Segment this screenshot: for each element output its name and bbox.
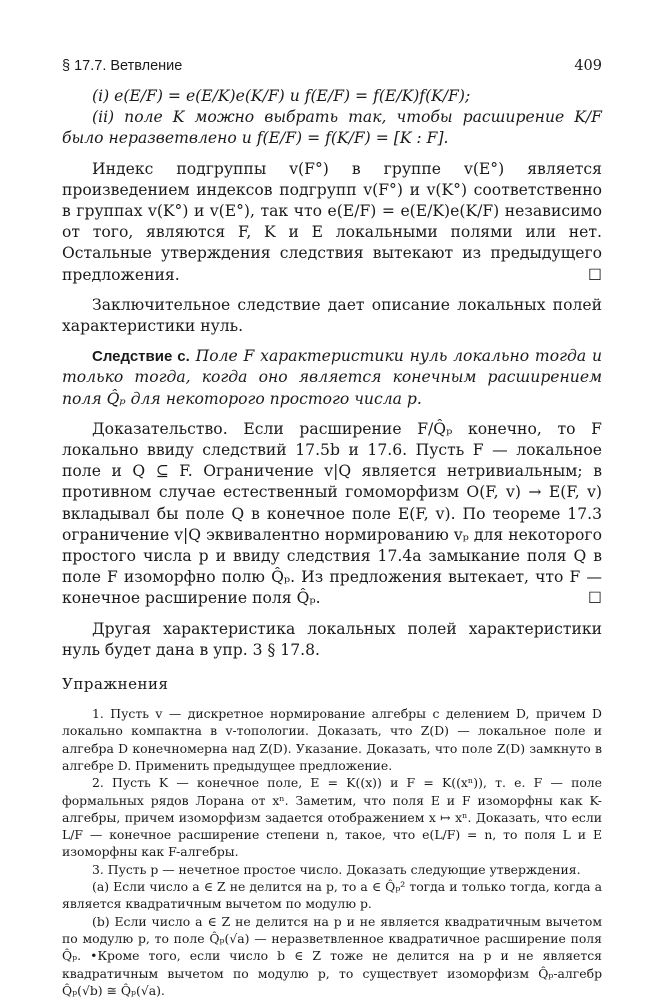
final-remark: Заключительное следствие дает описание локальных полей характеристики нуль. [62,295,602,336]
page [62,58,602,999]
page-number: 409 [574,58,602,74]
qed-box-1: ☐ [588,265,602,284]
proof-paragraph-2 [62,419,602,610]
proof-paragraph-1 [62,159,602,286]
proof-1-text: Индекс подгруппы v(F°) в группе v(E°) является произведением индексов подгрупп v(F°) и v(K°) соответственно в группах v(K°) и v(E°), так что e(E/F) = e(E/K)e(K/F) независимо от того, являются F, K и E локальными полями или нет. Остальные утверждения следствия вытекают из предыдущего предложения. [62,159,602,284]
other-characterization: Другая характеристика локальных полей характеристики нуль будет дана в упр. 3 § 17.8. [62,619,602,659]
qed-box-2: ☐ [588,589,602,608]
proof-2-text: Доказательство. Если расширение F/Q̂ₚ конечно, то F локально ввиду следствий 17.5b и 17.6. Пусть F — локальное поле и Q ⊆ F. Ограничение v|Q является нетривиальным; в противном случае естественный гомоморфизм O(F, v) → E(F, v) вкладывал бы поле Q в конечное поле E(F, v). По теореме 17.3 ограничение v|Q эквивалентно нормированию vₚ для некоторого простого числа p и ввиду следствия 17.4a замыкание поля Q в поле F изоморфно полю Q̂ₚ. Из предложения вытекает, что F — конечное расширение поля Q̂ₚ. [62,419,602,608]
exercise-3: 3. Пусть p — нечетное простое число. Доказать следующие утверждения. [92,861,581,877]
corollary-c [62,346,602,410]
exercises-list [62,705,602,999]
item-ii: (ii) поле K можно выбрать так, чтобы расширение K/F было неразветвлено и f(E/F) = f(K/F) = [K : F]. [62,108,602,148]
exercise-2: 2. Пусть K — конечное поле, E = K((x)) и F = K((xⁿ)), т. е. F — поле формальных рядов Лорана от xⁿ. Заметим, что поля E и F изоморфны как K-алгебры, причем изоморфизм задается отображением x ↦ xⁿ. Доказать, что если L/F — конечное расширение степени n, такое, что e(L/F) = n, то поля L и E изоморфны как F-алгебры. [62,775,602,860]
main-text [62,86,602,661]
corollary-statement: Поле F характеристики нуль локально тогда и только тогда, когда оно является конечным расширением поля Q̂ₚ для некоторого простого числа p. [62,347,602,408]
exercise-3b: (b) Если число a ∈ Z не делится на p и не является квадратичным вычетом по модулю p, то поле Q̂ₚ(√a) — неразветвленное квадратичное расширение поля Q̂ₚ. •Кроме того, если число b ∈ Z тоже не делится на p и не является квадратичным вычетом по модулю p, то существует изоморфизм Q̂ₚ-алгебр Q̂ₚ(√b) ≅ Q̂ₚ(√a). [62,913,602,998]
exercise-1: 1. Пусть v — дискретное нормирование алгебры с делением D, причем D локально компактна в v-топологии. Доказать, что Z(D) — локальное поле и алгебра D конечномерна над Z(D). Указание. Доказать, что поле Z(D) замкнуто в алгебре D. Применить предыдущее предложение. [62,706,602,773]
item-i: (i) e(E/F) = e(E/K)e(K/F) и f(E/F) = f(E/K)f(K/F); [92,87,471,105]
corollary-heading: Следствие c. [92,348,190,366]
running-header [62,58,602,74]
section-title: § 17.7. Ветвление [62,58,183,74]
exercises-heading: Упражнения [62,675,169,694]
exercise-3a: (a) Если число a ∈ Z не делится на p, то a ∈ Q̂ₚ² тогда и только тогда, когда a является квадратичным вычетом по модулю p. [62,879,602,912]
